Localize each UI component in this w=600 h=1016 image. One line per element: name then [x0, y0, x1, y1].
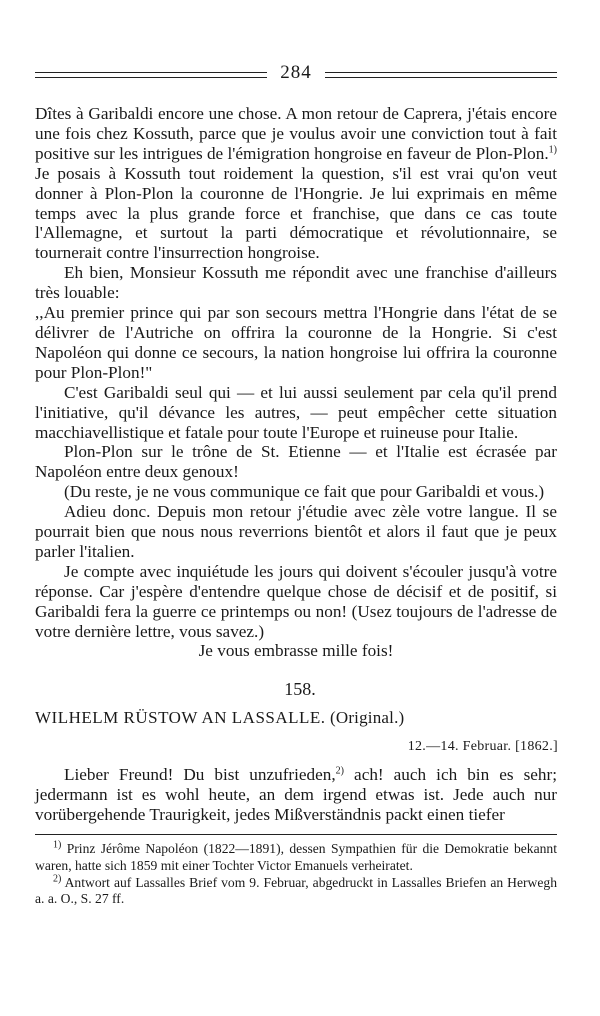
footnote-marker: 1)	[53, 839, 62, 851]
footnotes	[35, 841, 557, 908]
paragraph-text: Je posais à Kossuth tout roidement la question, s'il est vrai qu'on veut donner à Plon-Plon la couronne de l'Hongrie. Je lui exprimais en même temps avec la plus grande force et franchise, que dans ce cas toute l'Allemagne, et surtout la parti démocratique et révolutionnaire, se tournerait contre l'insurrection hongroise.	[35, 163, 557, 263]
quotation: ,,Au premier prince qui par son secours mettra l'Hongrie dans l'état de se délivrer de l'Autriche on offrira la couronne de la Hongrie. Si c'est Napoléon qui donne ce secours, la nation hongroise lui offrira la couronne pour Plon-Plon!"	[35, 303, 557, 382]
footnote-ref: 2)	[335, 765, 345, 777]
closing-line: Je vous embrasse mille fois!	[198, 641, 394, 661]
footnote	[35, 875, 557, 909]
paragraph: Eh bien, Monsieur Kossuth me répondit avec une franchise d'ailleurs très louable:	[35, 263, 557, 303]
footnote-ref: 1)	[548, 144, 557, 156]
letter-body	[35, 765, 557, 825]
paragraph: (Du reste, je ne vous communique ce fait que pour Garibaldi et vous.)	[64, 482, 545, 502]
footnote-text: Prinz Jérôme Napoléon (1822—1891), dessen Sympathien für die Demokratie bekannt waren, hatte sich 1859 mit einer Tochter Victor Emanuels verheiratet.	[35, 841, 557, 873]
page-header	[35, 62, 557, 88]
paragraph	[35, 104, 557, 263]
paragraph: Adieu donc. Depuis mon retour j'étudie avec zèle votre langue. Il se pourrait bien que nous nous reverrions bientôt et alors il faut que je peux parler l'italien.	[35, 502, 557, 561]
paragraph-text: Dîtes à Garibaldi encore une chose. A mon retour de Caprera, j'étais encore une fois chez Kossuth, parce que je voulus avoir une conviction tout à fait positive sur les intrigues de l'émigration hongroise en faveur de Plon-Plon.	[35, 104, 557, 163]
letter-heading	[35, 708, 557, 728]
footnote-text: Antwort auf Lassalles Brief vom 9. Februar, abgedruckt in Lassalles Briefen an Herwegh a. a. O., S. 27 ff.	[35, 874, 557, 907]
paragraph: Plon-Plon sur le trône de St. Etienne — et l'Italie est écrasée par Napoléon entre deux genoux!	[35, 442, 557, 482]
paragraph	[35, 765, 557, 825]
letter-source-note: (Original.)	[329, 708, 405, 727]
paragraph-text: ach! auch ich bin es sehr; jedermann ist es wohl heute, an dem irgend etwas ist. Jede auch nur vorübergehende Traurigkeit, jedes Mißverständnis packt einen tiefer	[35, 765, 557, 824]
paragraph: Je compte avec inquiétude les jours qui doivent s'écouler jusqu'à votre réponse. Car j'espère d'entendre quelque chose de décisif et de positif, si Garibaldi fera la guerre ce printemps ou non! (Usez toujours de l'adresse de votre dernière lettre, vous savez.)	[35, 561, 557, 641]
paragraph: C'est Garibaldi seul qui — et lui aussi seulement par cela qu'il prend l'initiative, qu'il dévance les autres, — peut empêcher cette situation macchiavellistique et fatale pour toute l'Europe et ruineuse pour Italie.	[35, 382, 557, 442]
letter-dateline: 12.—14. Februar. [1862.]	[407, 739, 558, 754]
footnote	[35, 841, 557, 875]
page-number: 284	[280, 62, 312, 83]
paragraph-text: Lieber Freund! Du bist unzufrieden,	[64, 765, 336, 784]
letter-continuation	[35, 104, 557, 661]
letter-number: 158.	[284, 679, 316, 699]
footnote-marker: 2)	[53, 873, 62, 885]
header-rule-right	[325, 72, 557, 78]
footnote-divider	[35, 834, 557, 835]
letter-title: WILHELM RÜSTOW AN LASSALLE.	[35, 708, 326, 727]
